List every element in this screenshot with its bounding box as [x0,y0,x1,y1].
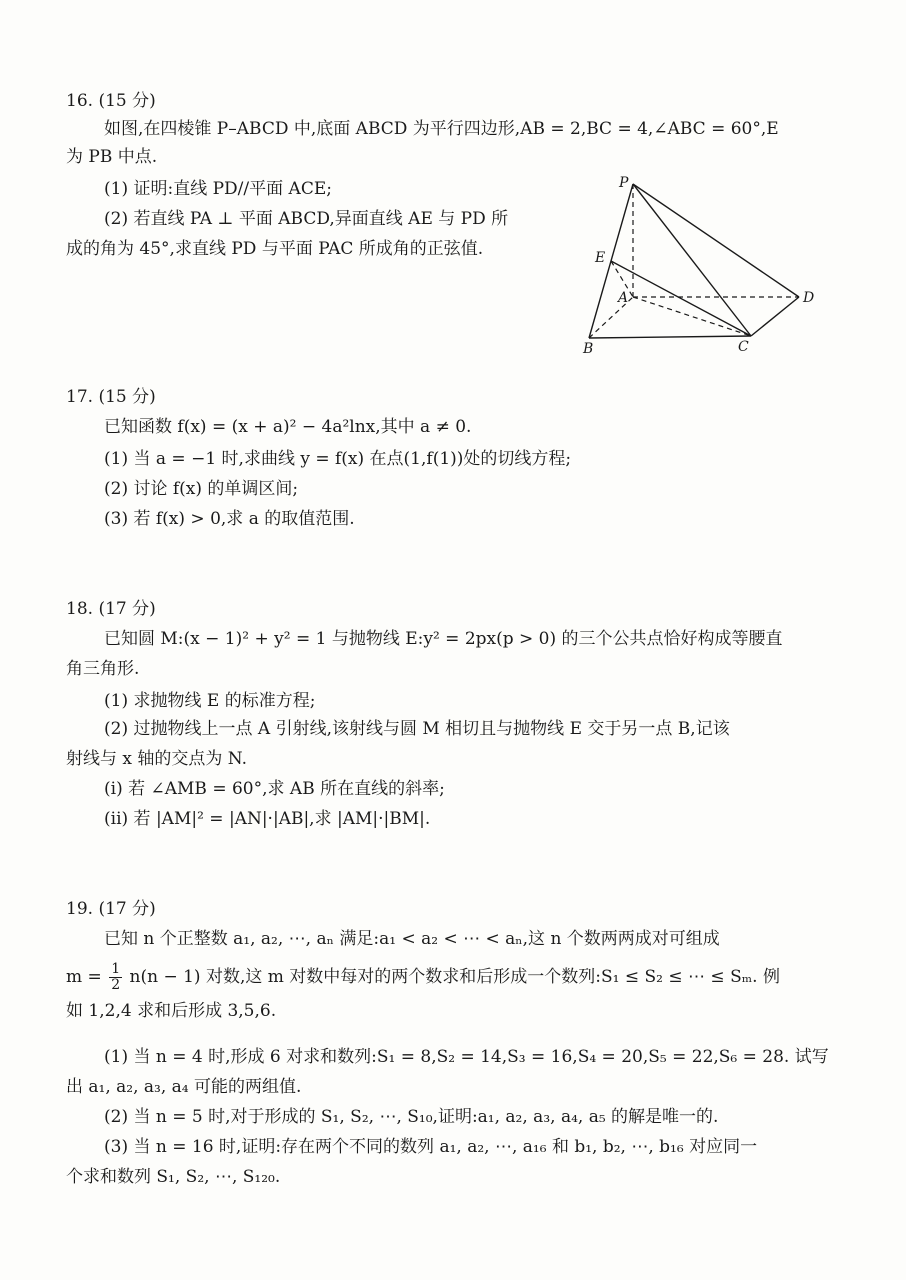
label-D: D [803,290,815,306]
problem-18-part-2-cont: 射线与 x 轴的交点为 N. [66,749,247,769]
problem-18-part-1: (1) 求抛物线 E 的标准方程; [104,691,316,711]
problem-19-part-1-cont: 出 a₁, a₂, a₃, a₄ 可能的两组值. [66,1077,302,1097]
m-equals: m = [66,967,102,987]
label-B: B [583,341,594,357]
problem-16-part-1: (1) 证明:直线 PD//平面 ACE; [104,179,332,199]
problem-19-part-3: (3) 当 n = 16 时,证明:存在两个不同的数列 a₁, a₂, ⋯, a₁₆ 和 b₁, b₂, ⋯, b₁₆ 对应同一 [104,1137,758,1157]
problem-17-heading: 17. (15 分) [66,387,156,407]
problem-18-part-2-ii: (ii) 若 |AM|² = |AN|·|AB|,求 |AM|·|BM|. [104,809,431,829]
problem-18-part-2: (2) 过抛物线上一点 A 引射线,该射线与圆 M 相切且与抛物线 E 交于另一点 B,记该 [104,719,730,739]
edge-CD [751,297,799,336]
problem-16-text-line: 为 PB 中点. [66,147,158,167]
problem-16-heading: 16. (15 分) [66,91,156,111]
problem-17-part-3: (3) 若 f(x) > 0,求 a 的取值范围. [104,509,355,529]
problem-19-part-2: (2) 当 n = 5 时,对于形成的 S₁, S₂, ⋯, S₁₀,证明:a₁, a₂, a₃, a₄, a₅ 的解是唯一的. [104,1107,719,1127]
problem-18-heading: 18. (17 分) [66,599,156,619]
problem-19-part-1: (1) 当 n = 4 时,形成 6 对求和数列:S₁ = 8,S₂ = 14,S₃ = 16,S₄ = 20,S₅ = 22,S₆ = 28. 试写 [104,1047,829,1067]
problem-18-part-2-i: (i) 若 ∠AMB = 60°,求 AB 所在直线的斜率; [104,779,445,799]
problem-16-part-2: (2) 若直线 PA ⊥ 平面 ABCD,异面直线 AE 与 PD 所 [104,209,509,229]
problem-19-text-line: 如 1,2,4 求和后形成 3,5,6. [66,1001,277,1021]
problem-17-text-line: 已知函数 f(x) = (x + a)² − 4a²lnx,其中 a ≠ 0. [104,417,472,437]
problem-17-part-2: (2) 讨论 f(x) 的单调区间; [104,479,299,499]
problem-17-part-1: (1) 当 a = −1 时,求曲线 y = f(x) 在点(1,f(1))处的切线方程; [104,449,572,469]
edge-BC [589,336,751,338]
pyramid-figure [575,170,825,360]
fraction-numerator: 1 [111,961,121,977]
label-C: C [738,339,749,355]
fraction-denominator: 2 [111,977,121,993]
label-P: P [619,175,629,191]
fraction-one-half [109,962,122,993]
label-A: A [618,290,629,306]
problem-18-text-line: 角三角形. [66,659,140,679]
problem-19-heading: 19. (17 分) [66,899,156,919]
edge-PD [633,184,799,297]
problem-16-part-2-cont: 成的角为 45°,求直线 PD 与平面 PAC 所成角的正弦值. [66,239,484,259]
problem-19-formula-line [66,962,780,993]
formula-rest: n(n − 1) 对数,这 m 对数中每对的两个数求和后形成一个数列:S₁ ≤ S₂ ≤ ⋯ ≤ Sₘ. 例 [129,967,780,987]
edge-AC-hidden [633,297,751,336]
problem-18-text-line: 已知圆 M:(x − 1)² + y² = 1 与抛物线 E:y² = 2px(p > 0) 的三个公共点恰好构成等腰直 [104,629,783,649]
problem-16-text-line: 如图,在四棱锥 P–ABCD 中,底面 ABCD 为平行四边形,AB = 2,BC = 4,∠ABC = 60°,E [104,119,779,139]
label-E: E [595,250,606,266]
edge-PC [633,184,751,336]
problem-19-text-line: 已知 n 个正整数 a₁, a₂, ⋯, aₙ 满足:a₁ < a₂ < ⋯ < aₙ,这 n 个数两两成对可组成 [104,929,720,949]
problem-19-part-3-cont: 个求和数列 S₁, S₂, ⋯, S₁₂₀. [66,1167,281,1187]
